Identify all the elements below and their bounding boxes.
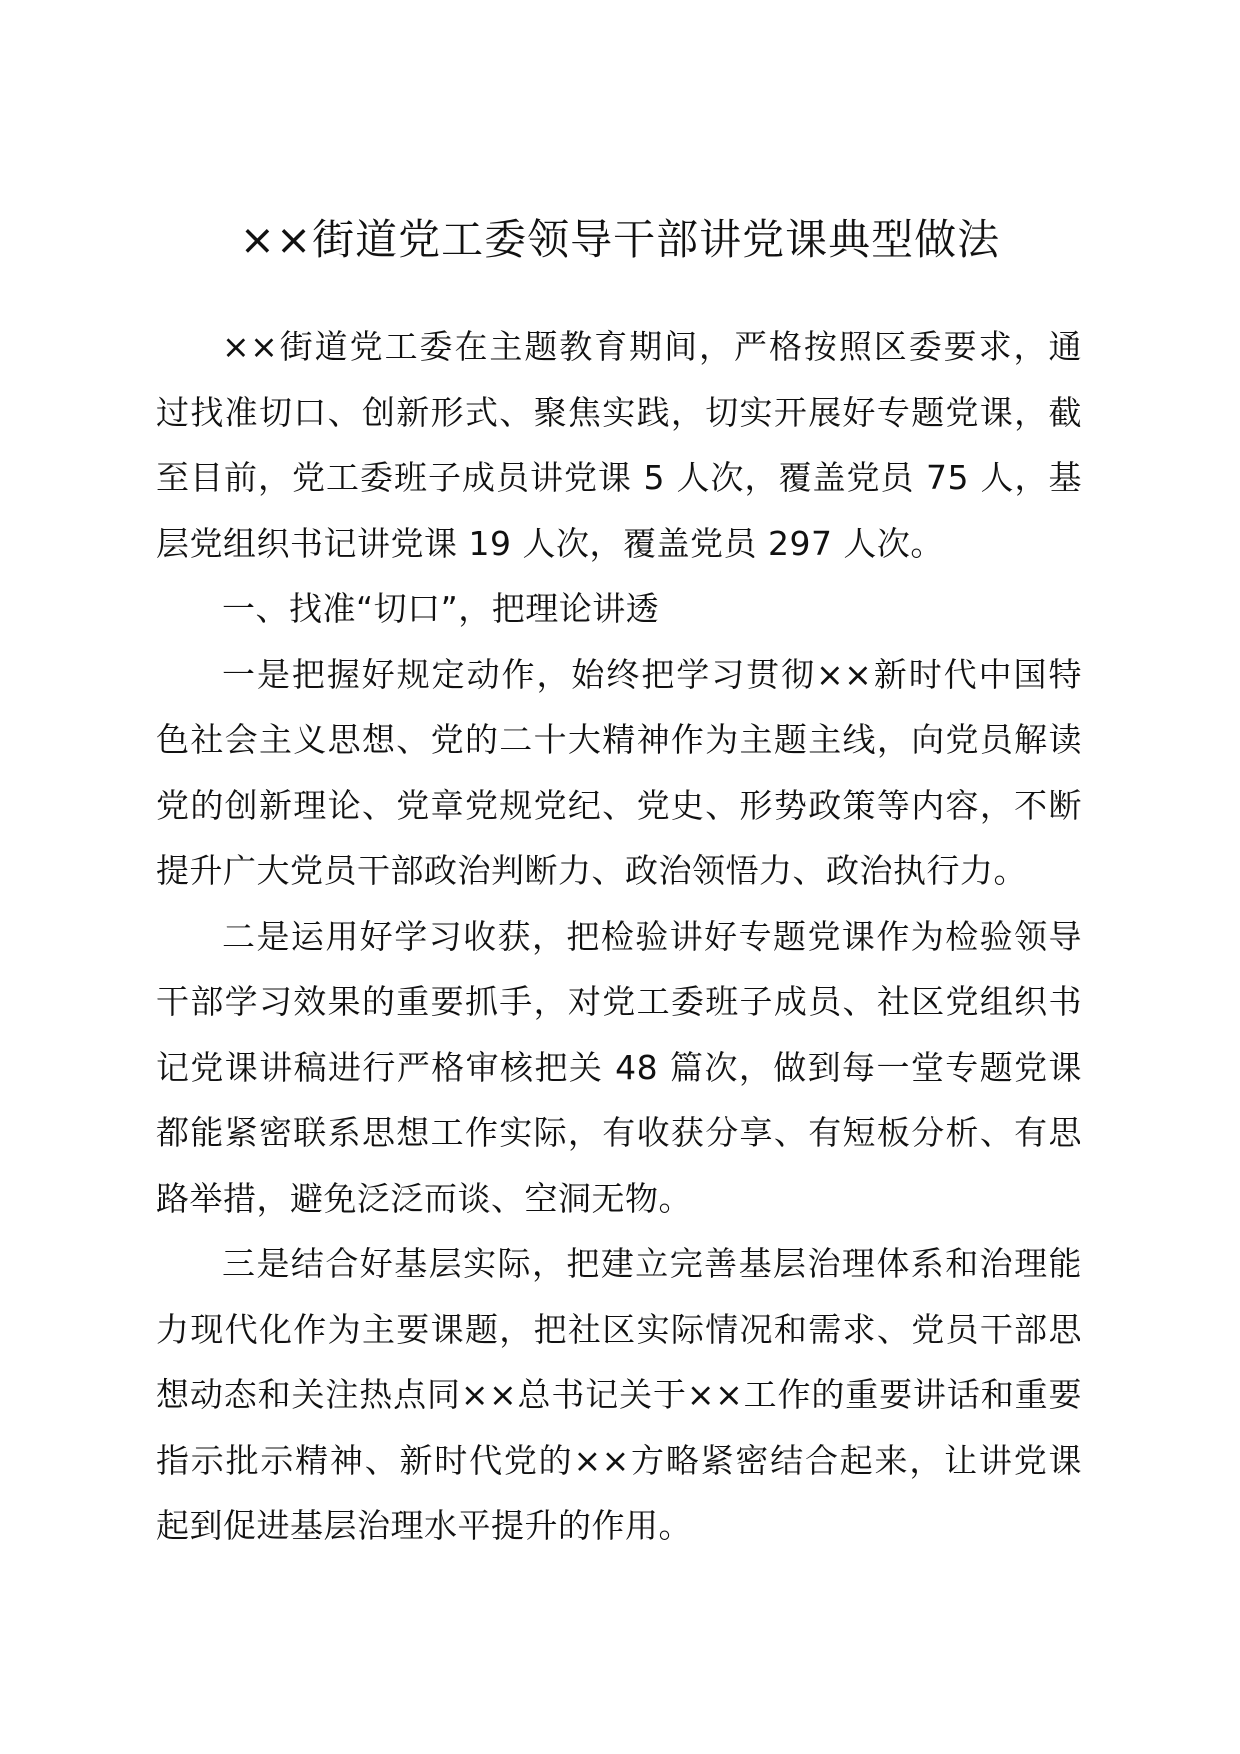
- paragraph-point-1: 一是把握好规定动作，始终把学习贯彻××新时代中国特色社会主义思想、党的二十大精神作为主题主线，向党员解读党的创新理论、党章党规党纪、党史、形势政策等内容，不断提升广大党员干部政治判断力、政治领悟力、政治执行力。: [156, 654, 1082, 890]
- document-body: [156, 314, 1082, 1559]
- paragraph-point-3: 三是结合好基层实际，把建立完善基层治理体系和治理能力现代化作为主要课题，把社区实际情况和需求、党员干部思想动态和关注热点同××总书记关于××工作的重要讲话和重要指示批示精神、新时代党的××方略紧密结合起来，让讲党课起到促进基层治理水平提升的作用。: [156, 1244, 1082, 1545]
- document-title: ××街道党工委领导干部讲党课典型做法: [239, 215, 1001, 265]
- paragraph-point-2: 二是运用好学习收获，把检验讲好专题党课作为检验领导干部学习效果的重要抓手，对党工委班子成员、社区党组织书记党课讲稿进行严格审核把关 48 篇次，做到每一堂专题党课都能紧密联系思想工作实际，有收获分享、有短板分析、有思路举措，避免泛泛而谈、空洞无物。: [156, 916, 1082, 1218]
- paragraph-intro: ××街道党工委在主题教育期间，严格按照区委要求，通过找准切口、创新形式、聚焦实践，切实开展好专题党课，截至目前，党工委班子成员讲党课 5 人次，覆盖党员 75 人，基层党组织书记讲党课 19 人次，覆盖党员 297 人次。: [156, 327, 1082, 563]
- section-heading-1: 一、找准“切口”，把理论讲透: [222, 589, 660, 628]
